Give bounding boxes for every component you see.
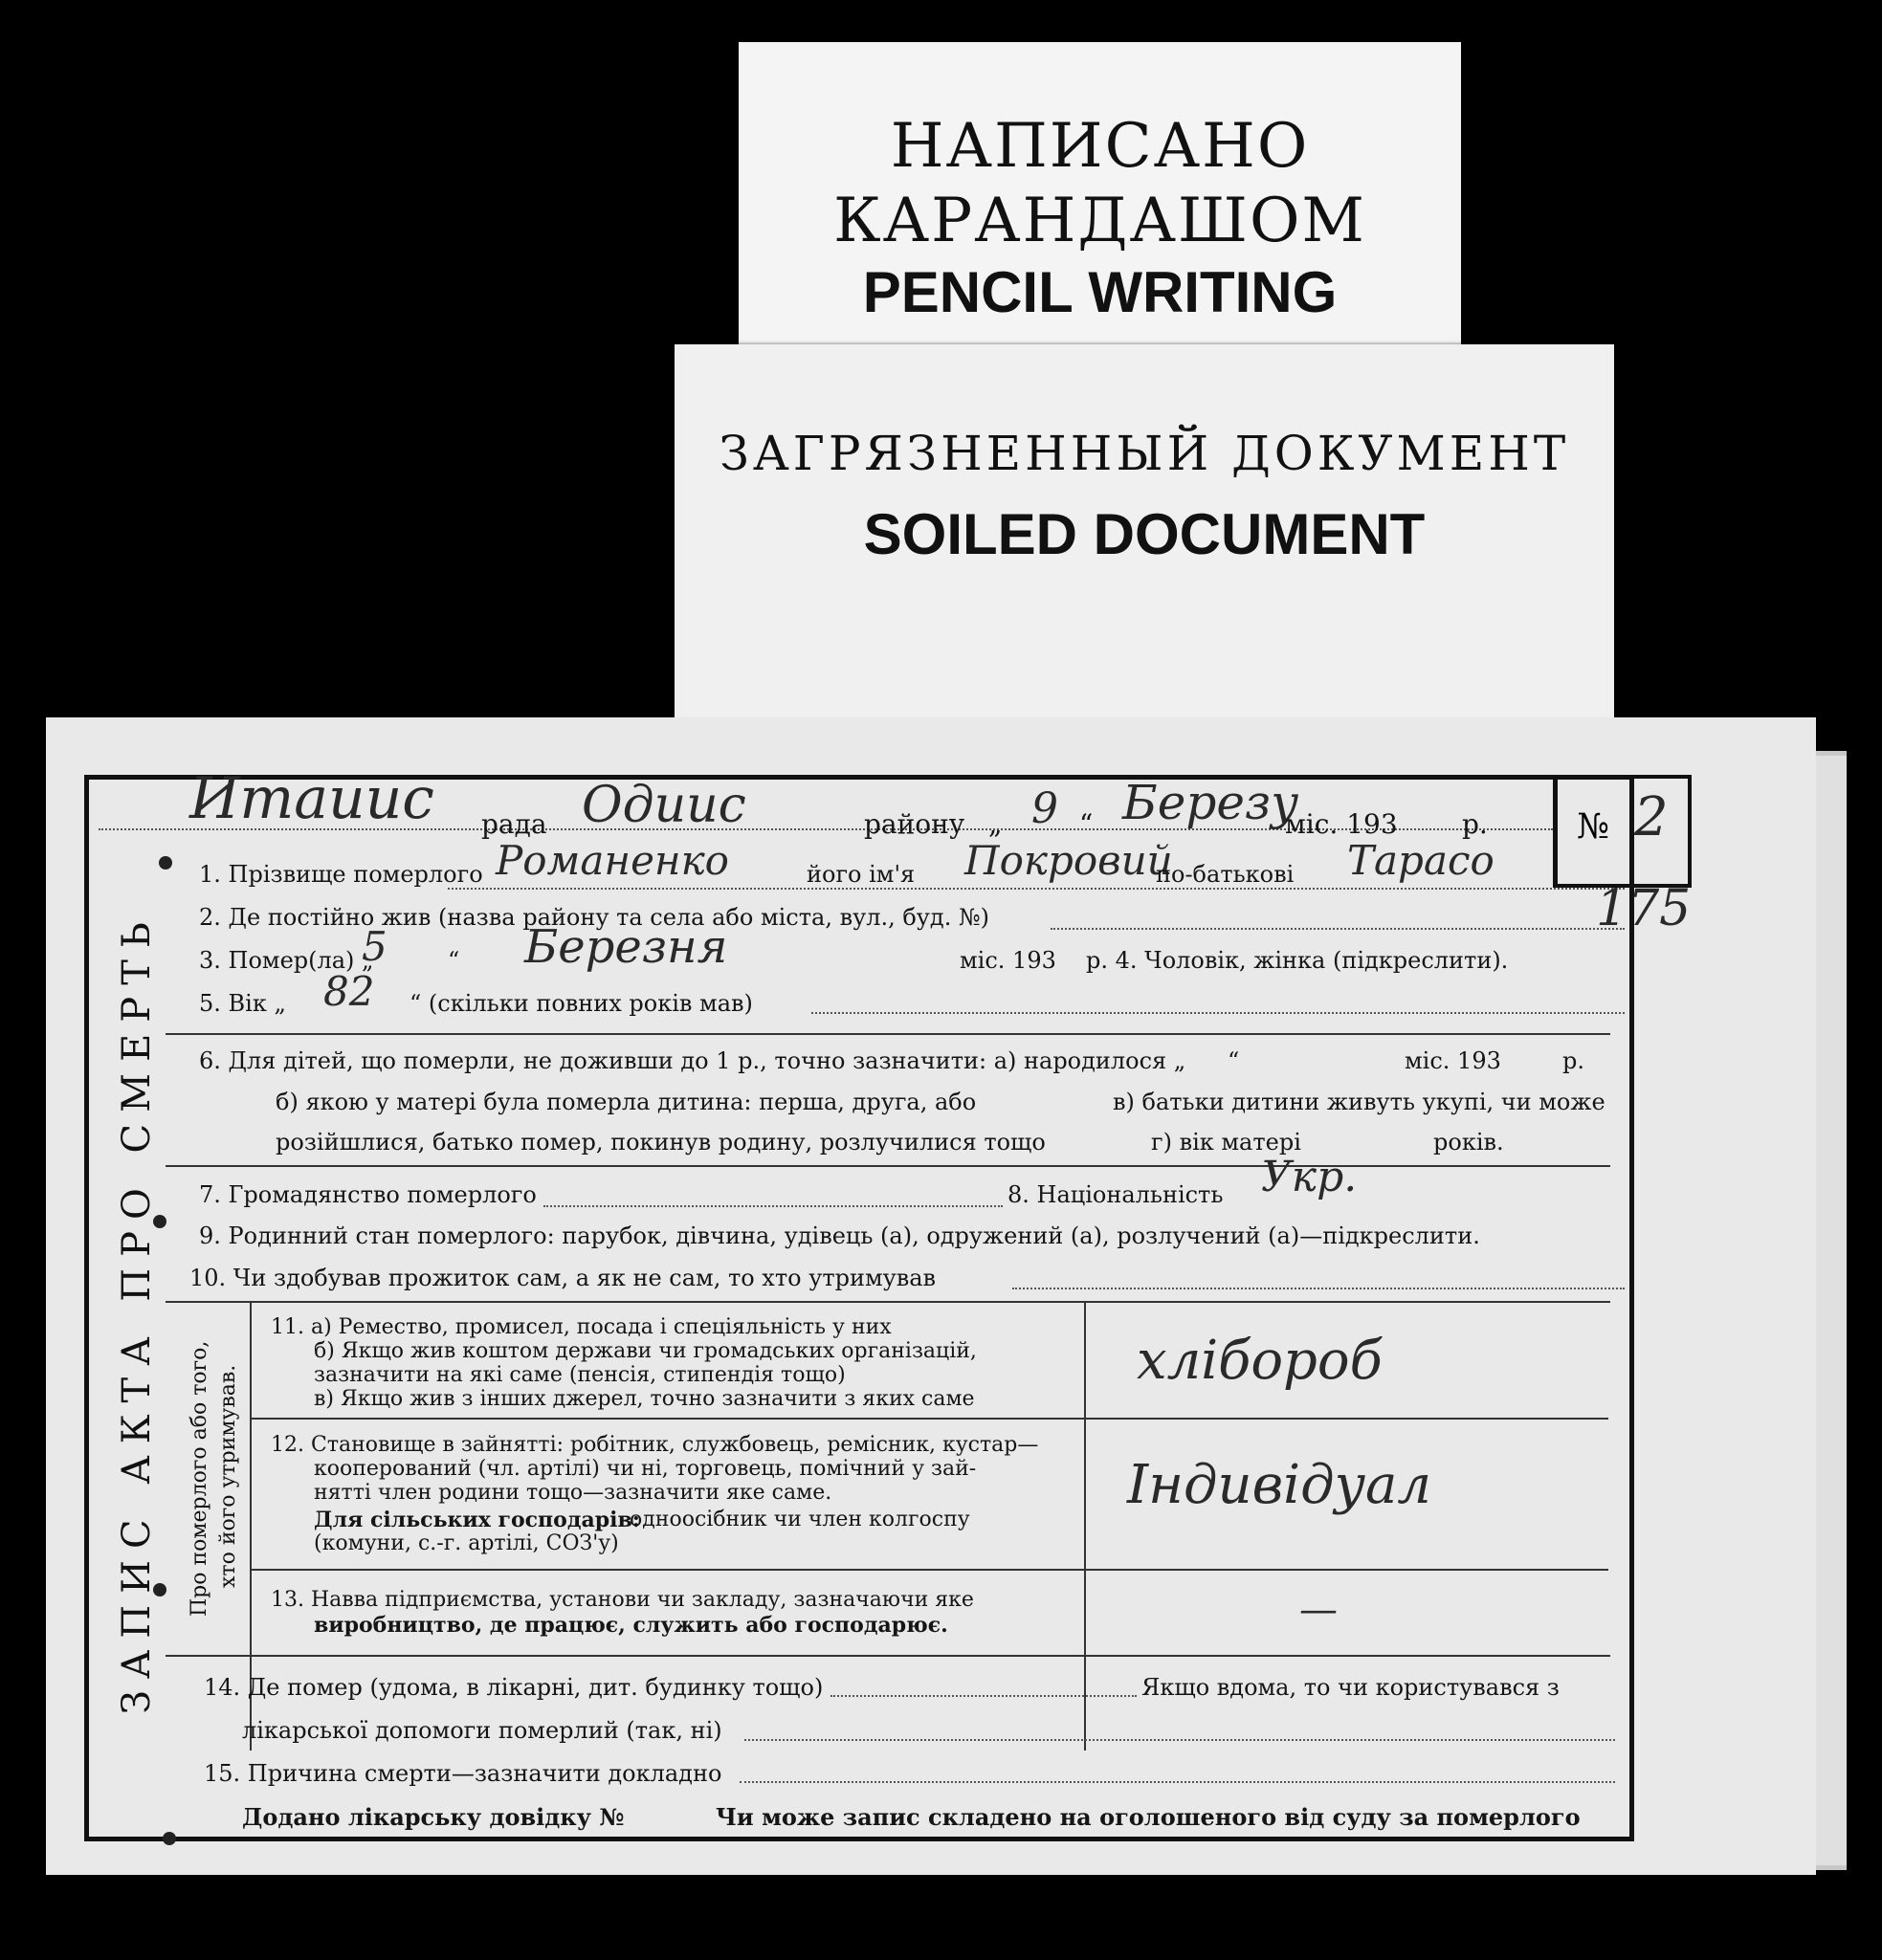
header-r-label: р. <box>1462 808 1488 840</box>
row12e-label: одноосібник чи член колгоспу <box>630 1508 970 1531</box>
row13a-label: 13. Навва підприємства, установи чи закладу, зазначаючи яке <box>271 1588 974 1612</box>
section-divider <box>250 1569 1608 1571</box>
side-title: ЗАПИС АКТА ПРО СМЕРТЬ <box>115 911 159 1714</box>
margin-number-handwriting: 175 <box>1596 880 1692 937</box>
punch-hole <box>159 856 172 870</box>
row6g-label: розійшлися, батько помер, покинув родину, розлучилися тощо <box>276 1129 1046 1156</box>
row3-died-label: 3. Помер(ла) „ <box>199 947 374 974</box>
header-mis-label: міс. 193 <box>1285 808 1398 840</box>
row14a-label: 14. Де помер (удома, в лікарні, дит. будинку тощо) <box>204 1674 824 1701</box>
pencil-card-ru-line1: НАПИСАНО <box>890 111 1310 182</box>
row6v-label: в) батьки дитини живуть укупі, чи може <box>1113 1089 1605 1115</box>
row12f-label: (комуни, с.-г. артілі, СОЗ'у) <box>314 1531 619 1555</box>
pencil-card-ru-line2: КАРАНДАШОМ <box>833 186 1366 256</box>
row6b-label: б) якою у матері була померла дитина: перша, друга, або <box>276 1089 977 1115</box>
nationality-handwriting: Укр. <box>1261 1153 1358 1201</box>
record-number-label: № <box>1577 807 1610 847</box>
section-divider <box>166 1165 1610 1167</box>
row12d-label: Для сільських господарів: <box>314 1508 640 1532</box>
row6-label: 6. Для дітей, що померли, не доживши до 1 р., точно зазначити: а) народилося „ <box>199 1047 1186 1074</box>
day-handwriting: 9 <box>1031 784 1058 833</box>
death-day-handwriting: 5 <box>362 923 387 970</box>
row14c-label: лікарської допомоги померлий (так, ні) <box>242 1717 722 1744</box>
month-handwriting: Березу <box>1122 775 1299 830</box>
record-number-box <box>1553 775 1692 888</box>
row14-line <box>830 1695 1137 1697</box>
row2-label: 2. Де постійно жив (назва району та села або міста, вул., буд. №) <box>199 904 990 931</box>
row3-mis-label: міс. 193 <box>960 947 1056 974</box>
soiled-card-en: SOILED DOCUMENT <box>863 502 1426 566</box>
row8-nationality-label: 8. Національність <box>1007 1181 1224 1208</box>
row10-line <box>1012 1288 1625 1289</box>
row12c-label: нятті член родини тощо—зазначити яке саме. <box>314 1481 832 1505</box>
section-divider <box>166 1033 1610 1035</box>
soiled-card-ru: ЗАГРЯЗНЕННЫЙ ДОКУМЕНТ <box>719 426 1570 481</box>
pencil-writing-card <box>739 42 1461 358</box>
row5-line <box>811 1012 1625 1014</box>
answer-column-border <box>1084 1301 1086 1751</box>
row6g-years-label: років. <box>1433 1129 1504 1156</box>
row14b-label: Якщо вдома, то чи користувався з <box>1141 1674 1560 1701</box>
row11c-label: зазначити на які саме (пенсія, стипендія тощо) <box>314 1363 846 1387</box>
row13b-label: виробництво, де працює, служить або господарює. <box>314 1613 948 1638</box>
row2-line <box>1051 928 1625 930</box>
death-month-handwriting: Березня <box>524 920 728 974</box>
header-quote-open: „ <box>988 808 1003 840</box>
rada-handwriting: Одиис <box>582 777 746 834</box>
header-rada-label: рада <box>481 808 547 840</box>
row1-name-label: його ім'я <box>807 861 916 888</box>
row15b-label: Додано лікарську довідку № <box>242 1803 625 1831</box>
row1-patronymic-label: по-батькові <box>1156 861 1295 888</box>
row11b-label: б) Якщо жив коштом держави чи громадських організацій, <box>314 1339 977 1363</box>
side-subtitle-1: Про померлого або того, <box>188 1340 211 1617</box>
row14c-line <box>744 1739 1615 1741</box>
row6-r-label: р. <box>1562 1047 1584 1074</box>
row5-age-label: 5. Вік „ <box>199 990 286 1017</box>
row10-label: 10. Чи здобував прожиток сам, а як не сам, то хто утримував <box>189 1265 937 1291</box>
row11a-label: 11. а) Ремество, промисел, посада і спеціяльність у них <box>271 1315 892 1339</box>
row15a-label: 15. Причина смерти—зазначити докладно <box>204 1760 722 1787</box>
row11d-label: в) Якщо жив з інших джерел, точно зазначити з яких саме <box>314 1387 975 1411</box>
village-handwriting: Итаиис <box>189 765 434 832</box>
row1-line <box>448 888 1625 890</box>
section-divider <box>250 1418 1608 1420</box>
row12b-label: кооперований (чл. артілі) чи ні, торговець, помічний у зай- <box>314 1457 977 1481</box>
workplace-dash: — <box>1299 1588 1338 1632</box>
row9-label: 9. Родинний стан померлого: парубок, дівчина, удівець (а), одружений (а), розлучений (а)—підкреслити. <box>199 1222 1480 1249</box>
record-number-handwriting: 2 <box>1634 786 1669 848</box>
age-handwriting: 82 <box>323 968 375 1015</box>
row7-citizenship-label: 7. Громадянство померлого <box>199 1181 537 1208</box>
soiled-document-card <box>675 344 1614 717</box>
name-handwriting: Покровий <box>964 837 1173 884</box>
death-record-form <box>46 717 1816 1875</box>
section-divider <box>166 1301 1610 1303</box>
employment-handwriting: Індивідуал <box>1127 1454 1432 1516</box>
side-subtitle-2: хто його утримував. <box>216 1364 240 1588</box>
row3-quote-close: “ <box>448 947 460 974</box>
patronymic-handwriting: Тарасо <box>1347 837 1495 884</box>
header-rayonu-label: району <box>864 808 965 840</box>
section-divider <box>166 1655 1610 1657</box>
row7-line <box>543 1205 1003 1207</box>
row15-line <box>740 1781 1615 1783</box>
row1-surname-label: 1. Прізвище померлого <box>199 861 483 888</box>
row15c-label: Чи може запис складено на оголошеного від суду за померлого <box>716 1803 1581 1831</box>
surname-handwriting: Романенко <box>496 837 729 884</box>
row6g-mother-age-label: г) вік матері <box>1151 1129 1301 1156</box>
pencil-card-en: PENCIL WRITING <box>862 260 1338 324</box>
row12a-label: 12. Становище в зайнятті: робітник, службовець, ремісник, кустар— <box>271 1433 1039 1457</box>
row6-mis-label: міс. 193 <box>1405 1047 1501 1074</box>
occupation-handwriting: хлібороб <box>1137 1330 1383 1392</box>
header-quote-close: “ <box>1079 808 1094 840</box>
row6-quote-close: “ <box>1228 1047 1240 1074</box>
punch-hole <box>163 1832 176 1845</box>
row5-age-note: “ (скільки повних років мав) <box>410 990 753 1017</box>
row3-sex-label: р. 4. Чоловік, жінка (підкреслити). <box>1086 947 1509 974</box>
